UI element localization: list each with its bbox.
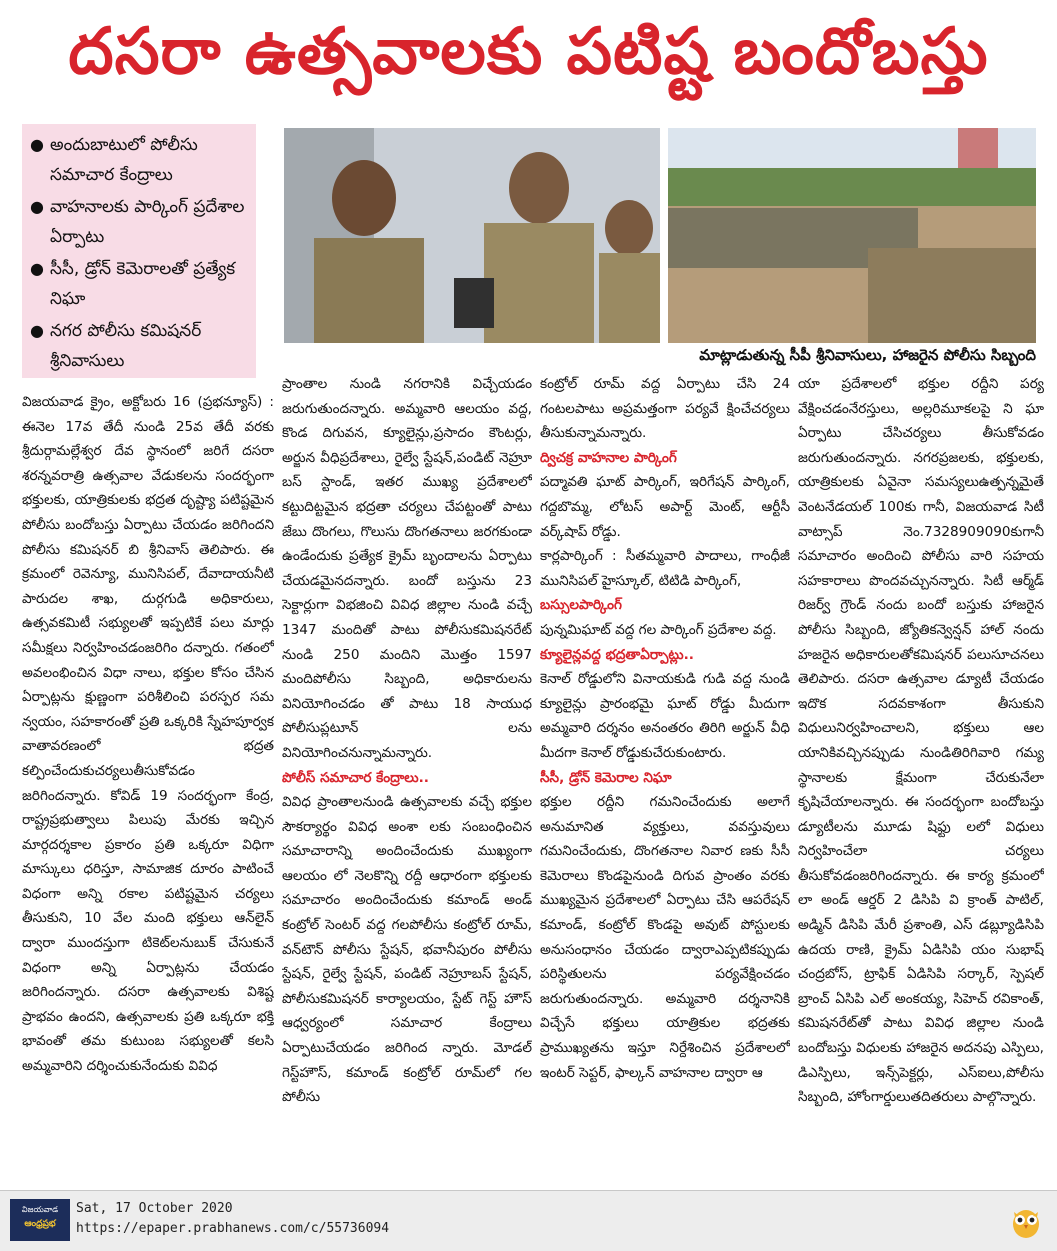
photo-caption: మాట్లాడుతున్న సీపీ శ్రీనివాసులు, హాజరైన పోలీసు సిబ్బంది xyxy=(699,346,1036,364)
logo-line-2: ఆంధ్రప్రభ xyxy=(24,1219,56,1229)
logo-line-1: విజయవాడ xyxy=(21,1205,59,1214)
subheading: పోలీస్ సమాచార కేంద్రాలు.. xyxy=(282,769,429,786)
article-paragraph: భక్తుల రద్దీని గమనించేందుకు అలాగే అనుమానిత వ్యక్తులు, వవస్తువులు గమనించేందుకు, దొంగతనాల నివార ణకు సీసీ కెమెరాలు కొండపైనుండి దిగువ ప్రాంతం వరకు ముఖ్యమైన ప్రదేశాలలో ఏర్పాటు చేసి ఆపరేషన్ కమాండ్, కంట్రోల్ కొండపై అవుట్ పోస్టులకు అనుసంధానం చేయడం ద్వారాఎప్పటికప్పుడు పరిస్థితులను పర్యవేక్షించడం జరుగుతుందన్నారు. అమ్మవారి దర్శనానికి విచ్చేసే భక్తులు యాత్రికుల భద్రతకు ప్రాముఖ్యతను ఇస్తూ నిర్దేశించిన ప్రదేశాలలో ఇంటర్ సెప్టర్, ఫాల్కన్ వాహనాల ద్వారా ఆ xyxy=(540,794,790,1081)
highlight-item xyxy=(30,254,248,314)
highlight-item xyxy=(30,316,248,376)
photo1-illustration xyxy=(284,128,660,343)
epaper-link[interactable]: https://epaper.prabhanews.com/c/55736094 xyxy=(76,1221,390,1236)
subheading: క్యూలైన్లవద్ద భద్రతాఏర్పాట్లు.. xyxy=(540,646,694,663)
article-paragraph: వివిధ ప్రాంతాలనుండి ఉత్సవాలకు వచ్చే భక్తుల సౌకర్యార్థం వివిధ అంశా లకు సంబంధించిన సమాచారాన్ని అందించేందుకు ముఖ్యంగా ఆలయం లో నెలకొన్ని రద్దీ ఆధారంగా భక్తులకు సమాచారం అందించేందుకు కమాండ్ అండ్ కంట్రోల్ సెంటర్ వద్ద గలపోలీసు కంట్రోల్ రూమ్, వన్‌టౌన్ పోలీసు స్టేషన్, భవానీపురం పోలీసు స్టేషన్, రైల్వే స్టేషన్, పండిట్ నెహ్రూబస్ స్టేషన్, పోలీసుకమిషనర్ కార్యాలయం, స్టేట్ గెస్ట్ హౌస్ ఆధ్వర్యంలో సమాచార కేంద్రాలు ఏర్పాటుచేయడం జరిగింద న్నారు. మోడల్ గెస్ట్‌హౌస్, కమాండ్ కంట్రోల్ రూమ్‌లో గల పోలీసు xyxy=(282,794,532,1106)
article-paragraph: పద్మావతి ఘాట్ పార్కింగ్, ఇరిగేషన్ పార్కింగ్, గద్దబొమ్మ, లోటస్ అపార్ట్ మెంట్, ఆర్టీసీ వర్క్‌షాప్ రోడ్డు. xyxy=(540,474,790,540)
photo-commissioner-speaking xyxy=(284,128,660,343)
highlight-text: సీసీ, డ్రోన్ కెమెరాలతో ప్రత్యేక నిఘా xyxy=(50,259,236,309)
subheading: సీసీ, డ్రోన్ కెమెరాల నిఘా xyxy=(540,769,672,786)
bullet-icon: ● xyxy=(30,321,44,340)
footer-bar xyxy=(0,1190,1057,1251)
article-paragraph: కార్లపార్కింగ్ : సీతమ్మవారి పాదాలు, గాంధీజీ మునిసిపల్ హైస్కూల్, టిటిడి పార్కింగ్, xyxy=(540,548,790,589)
article-paragraph: కంట్రోల్ రూమ్ వద్ద ఏర్పాటు చేసి 24 గంటలపాటు అప్రమత్తంగా పర్యవే క్షించేచర్యలు తీసుకున్నామన్నారు. xyxy=(540,376,790,442)
bullet-icon: ● xyxy=(30,259,44,278)
owl-icon[interactable] xyxy=(1009,1205,1043,1239)
highlight-text: నగర పోలీసు కమిషనర్ శ్రీనివాసులు xyxy=(50,321,202,371)
highlights-box xyxy=(22,124,256,378)
highlight-text: వాహనాలకు పార్కింగ్ ప్రదేశాల ఏర్పాటు xyxy=(50,197,245,247)
highlight-text: అందుబాటులో పోలీసు సమాచార కేంద్రాలు xyxy=(50,135,198,185)
article-column-4 xyxy=(798,372,1044,1172)
photo-police-personnel xyxy=(668,128,1036,343)
article-paragraph: పున్నమిఘాట్ వద్ద గల పార్కింగ్ ప్రదేశాల వద్ద. xyxy=(540,621,777,638)
headline: దసరా ఉత్సవాలకు పటిష్ట బందోబస్తు xyxy=(68,14,989,89)
article-paragraph: విజయవాడ క్రైం, అక్టోబరు 16 (ప్రభన్యూస్) : ఈనెల 17వ తేదీ నుండి 25వ తేదీ వరకు శ్రీదుర్గామల్లేశ్వర దేవ స్థానంలో జరిగే దసరా శరన్నవరాత్రి ఉత్సవాల వేడుకలను సందర్భంగా భక్తులకు, యాత్రికులకు భద్రత దృష్ట్యా పటిష్టమైన పోలీసు బందోబస్తు ఏర్పాటు చేయడం జరిగిందని పోలీసు కమిషనర్ బి శ్రీనివాస్ తెలిపారు. ఈ క్రమంలో రెవెన్యూ, మునిసిపల్, దేవాదాయనీటి పారుదల శాఖ, దుర్గగుడి అధికారులు, ఉత్సవకమిటీ సభ్యులతో ఇప్పటికే పలు మార్లు సమీక్షలు నిర్వహించడంజరిగిం దన్నారు. గతంలో అవలంభించిన విధా నాలు, భక్తుల కోసం చేసిన ఏర్పాట్లను క్షుణ్ణంగా పరిశీలించి పరస్పర సమ న్వయం, సహకారంతో ప్రతి ఒక్కరికి స్నేహపూర్వక వాతావరణంలో భద్రత కల్పించేందుకుచర్యలుతీసుకోవడం జరిగిందన్నారు. కోవిడ్ 19 సందర్భంగా కేంద్ర, రాష్ట్రప్రభుత్వాలు పిలుపు మేరకు ఇచ్చిన మార్గదర్శకాల ప్రకారం ప్రతి ఒక్కరూ విధిగా మాస్కులు ధరిస్తూ, సామాజిక దూరం పాటించే విధంగా అన్ని రకాల పటిష్టమైన చర్యలు తీసుకుని, 10 వేల మంది భక్తులు ఆన్‌లైన్ ద్వారా ముందస్తుగా టికెట్‌లనుబుక్ చేసుకునే విధంగా అన్ని ఏర్పాట్లను చేయడం జరిగిందన్నారు. దసరా ఉత్సవాలకు విశిష్ట ప్రాభవం ఉందని, ఉత్సవాలకు ప్రతి ఒక్కరూ భక్తి భావంతో తమ కుటుంబ సభ్యులతో కలసి అమ్మవారిని దర్శించుకునేందుకు వివిధ xyxy=(22,394,274,1075)
highlight-item xyxy=(30,192,248,252)
article-column-1 xyxy=(22,390,274,1190)
article-paragraph: ప్రాంతాల నుండి నగరానికి విచ్చేయడం జరుగుతుందన్నారు. అమ్మవారి ఆలయం వద్ద, కొండ దిగువన, క్యూలైన్లు,ప్రసాదం కౌంటర్లు, అర్జున వీధిప్రదేశాలు, రైల్వే స్టేషన్,పండిట్ నెహ్రూ బస్ స్టాండ్, ఇతర ముఖ్య ప్రదేశాలలో కట్టుదిట్టమైన భద్రతా చర్యలు చేపట్టంతో పాటు జేబు దొంగలు, గొలుసు దొంగతనాలు జరగకుండా ఉండేందుకు ప్రత్యేక క్రైమ్ బృందాలను ఏర్పాటు చేయడమైనదన్నారు. బందో బస్తును 23 సెక్టార్లుగా విభజించి వివిధ జిల్లాల నుండి వచ్చే 1347 మందితో పాటు పోలీసుకమిషనరేట్ నుండి 250 మందిని మొత్తం 1597 మందిపోలీసు సిబ్బంది, అధికారులను వినియోగించడం తో పాటు 18 సాయుధ పోలీసుప్లటూన్ లను వినియోగించనున్నామన్నారు. xyxy=(282,376,532,761)
newspaper-logo xyxy=(10,1199,70,1241)
article-column-2 xyxy=(282,372,532,1172)
subheading: బస్సులపార్కింగ్ xyxy=(540,597,622,614)
highlight-item xyxy=(30,130,248,190)
article-column-3 xyxy=(540,372,790,1172)
edition-date: Sat, 17 October 2020 xyxy=(76,1201,233,1216)
photo2-illustration xyxy=(668,128,1036,343)
article-paragraph: కెనాల్ రోడ్డులోని వినాయకుడి గుడి వద్ద నుండి క్యూలైన్లు ప్రారంభమై ఘాట్ రోడ్డు మీదుగా అమ్మవారి దర్శనం అనంతరం తిరిగి అర్జున్ వీధి మీదగా కెనాల్ రోడ్డుకుచేరుకుంటారు. xyxy=(540,671,790,761)
bullet-icon: ● xyxy=(30,197,44,216)
bullet-icon: ● xyxy=(30,135,44,154)
subheading: ద్విచక్ర వాహనాల పార్కింగ్ xyxy=(540,449,677,466)
article-paragraph: యా ప్రదేశాలలో భక్తుల రద్దీని పర్య వేక్షించడంనేరస్తులు, అల్లరిమూకలపై ని ఘా ఏర్పాటు చేసిచర్యలు తీసుకోవడం జరుగుతుందన్నారు. నగరప్రజలకు, భక్తులకు, యాత్రికులకు ఏవైనా సమస్యలుఉత్పన్నమైతే వెంటనేడయల్ 100కు గానీ, విజయవాడ సిటీ వాట్సాప్ నెం.7328909090కుగానీ సమాచారం అందించి పోలీసు వారి సహయ సహకారాలు పొందవచ్చునన్నారు. సిటీ ఆర్మ్‌డ్ రిజర్వ్ గ్రౌండ్ నందు బందో బస్తుకు హాజరైన పోలీసు సిబ్బంది, జ్యోతికన్వెన్షన్ హాల్ నందు హజరైన అధికారులతోకమిషనర్ పలుసూచనలు తెలిపారు. దసరా ఉత్సవాల డ్యూటీ చేయడం ఇదొక సదవకాశంగా తీసుకుని విధులునిర్వహించాలని, భక్తులు ఆల యానికివచ్చినప్పుడు నుండితిరిగివారి గమ్య స్థానాలకు క్షేమంగా చేరుకునేలా కృషిచేయాలన్నారు. ఈ సందర్భంగా బందోబస్తు డ్యూటీలను మూడు షిఫ్టు లలో విధులు నిర్వహించేలా చర్యలు తీసుకోవడంజరిగిందన్నారు. ఈ కార్య క్రమంలో లా అండ్ ఆర్డర్ 2 డిసిపి వి క్రాంత్ పాటిల్, అడ్మిన్ డిసిపి మేరీ ప్రశాంతి, ఎస్ డబ్ల్యూడిసిపి ఉదయ రాణి, క్రైమ్ ఏడిసిపి యం సుభాష్ చంద్రబోస్, ట్రాఫిక్ ఏడిసిపి సర్కార్, స్పెషల్ బ్రాంచ్ ఏసిపి ఎల్ అంకయ్య, సిహెచ్ రవికాంత్, కమిషనరేట్‌తో పాటు వివిధ జిల్లాల నుండి బందోబస్తు విధులకు హాజరైన అదనపు ఎస్పిలు, డిఎస్పిలు, ఇన్స్‌పెక్టర్లు, ఎస్ఐలు,పోలీసు సిబ్బంది, హోంగార్డులుతదితరులు పాల్గొన్నారు. xyxy=(798,376,1044,1106)
